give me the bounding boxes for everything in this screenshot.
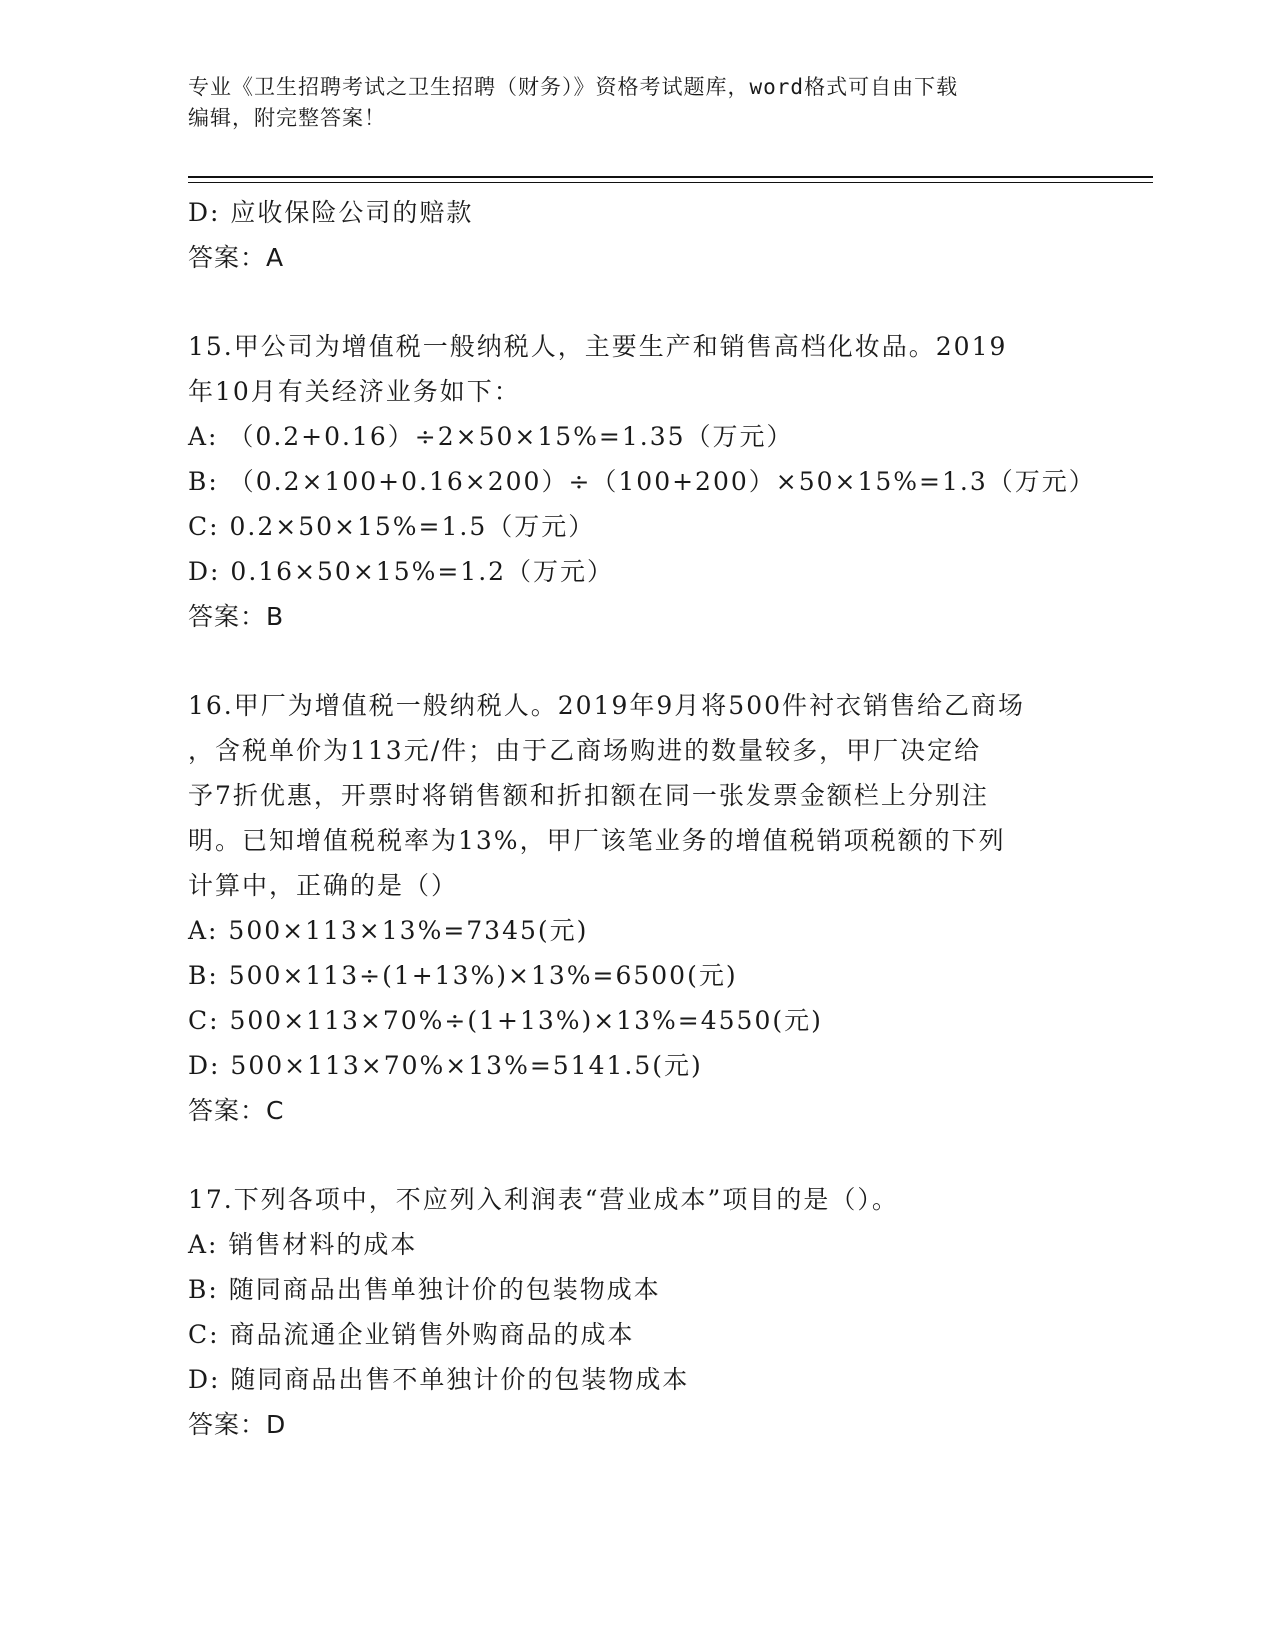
option-b: B: 500×113÷(1+13%)×13%=6500(元) (188, 961, 738, 990)
option-a: A: 销售材料的成本 (188, 1230, 418, 1259)
option-d: D: 应收保险公司的赔款 (188, 198, 474, 227)
question-stem: ，含税单价为113元/件；由于乙商场购进的数量较多，甲厂决定给 (188, 736, 982, 765)
question-stem: 年10月有关经济业务如下： (188, 377, 521, 406)
question-15 (188, 324, 1096, 639)
question-stem: 明。已知增值税税率为13%，甲厂该笔业务的增值税销项税额的下列 (188, 826, 1006, 855)
answer: 答案：A (188, 243, 285, 272)
question-stem: 予7折优惠，开票时将销售额和折扣额在同一张发票金额栏上分别注 (188, 781, 989, 810)
question-stem: 17.下列各项中，不应列入利润表“营业成本”项目的是（）。 (188, 1185, 899, 1214)
question-stem: 16.甲厂为增值税一般纳税人。2019年9月将500件衬衣销售给乙商场 (188, 691, 1026, 720)
option-a: A: 500×113×13%=7345(元) (188, 916, 589, 945)
question-stem: 计算中，正确的是（） (188, 871, 459, 900)
header-divider-thick (188, 176, 1153, 178)
question-stem: 15.甲公司为增值税一般纳税人，主要生产和销售高档化妆品。2019 (188, 332, 1008, 361)
option-d: D: 随同商品出售不单独计价的包装物成本 (188, 1365, 690, 1394)
option-c: C: 0.2×50×15%=1.5（万元） (188, 512, 596, 541)
option-b: B: 随同商品出售单独计价的包装物成本 (188, 1275, 661, 1304)
question-16 (188, 683, 1088, 1133)
option-a: A: （0.2+0.16）÷2×50×15%=1.35（万元） (188, 422, 794, 451)
question-17 (188, 1177, 1088, 1447)
option-c: C: 商品流通企业销售外购商品的成本 (188, 1320, 635, 1349)
answer: 答案：D (188, 1410, 287, 1439)
document-header (188, 72, 1068, 134)
question-list (188, 190, 1096, 1447)
option-c: C: 500×113×70%÷(1+13%)×13%=4550(元) (188, 1006, 823, 1035)
option-b: B: （0.2×100+0.16×200）÷（100+200）×50×15%=1.3（万元） (188, 467, 1096, 496)
header-divider-thin (188, 182, 1153, 183)
answer: 答案：C (188, 1096, 285, 1125)
question-14-tail (188, 190, 1088, 280)
header-line-2: 编辑，附完整答案！ (188, 106, 386, 130)
option-d: D: 0.16×50×15%=1.2（万元） (188, 557, 615, 586)
header-line-1: 专业《卫生招聘考试之卫生招聘（财务）》资格考试题库，word格式可自由下载 (188, 75, 959, 99)
answer: 答案：B (188, 602, 285, 631)
option-d: D: 500×113×70%×13%=5141.5(元) (188, 1051, 703, 1080)
